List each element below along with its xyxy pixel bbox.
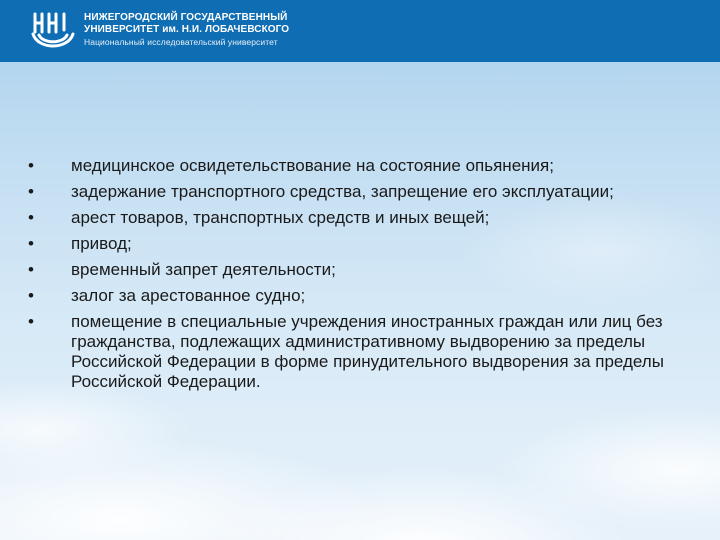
list-item [28,234,668,254]
bullet-icon: • [28,156,34,175]
list-item [28,286,668,306]
bullet-icon: • [28,182,34,201]
list-item-text: арест товаров, транспортных средств и иных вещей; [71,208,490,227]
list-item-text: залог за арестованное судно; [71,286,306,305]
university-name-line1: НИЖЕГОРОДСКИЙ ГОСУДАРСТВЕННЫЙ [84,12,288,23]
bullet-icon: • [28,312,34,331]
list-item [28,182,668,202]
list-item [28,156,668,176]
list-item [28,260,668,280]
list-item-text: привод; [71,234,132,253]
list-item-text: временный запрет деятельности; [71,260,336,279]
unn-logo-icon [30,10,76,52]
bullet-icon: • [28,260,34,279]
bullet-icon: • [28,286,34,305]
bullet-list [28,156,668,398]
university-name [84,12,289,48]
list-item-text: помещение в специальные учреждения иностранных граждан или лиц без гражданства, подлежащих административному выдворению за пределы Российской Федерации в форме принудительного выдворения за пределы Российской Федерации. [71,312,664,391]
bullet-icon: • [28,208,34,227]
list-item-text: медицинское освидетельствование на состояние опьянения; [71,156,554,175]
university-name-line3: Национальный исследовательский университет [84,37,278,47]
university-name-line2: УНИВЕРСИТЕТ им. Н.И. ЛОБАЧЕВСКОГО [84,24,290,35]
bullet-icon: • [28,234,34,253]
list-item [28,208,668,228]
list-item [28,312,668,392]
header-bar [0,0,720,62]
list-item-text: задержание транспортного средства, запрещение его эксплуатации; [71,182,614,201]
